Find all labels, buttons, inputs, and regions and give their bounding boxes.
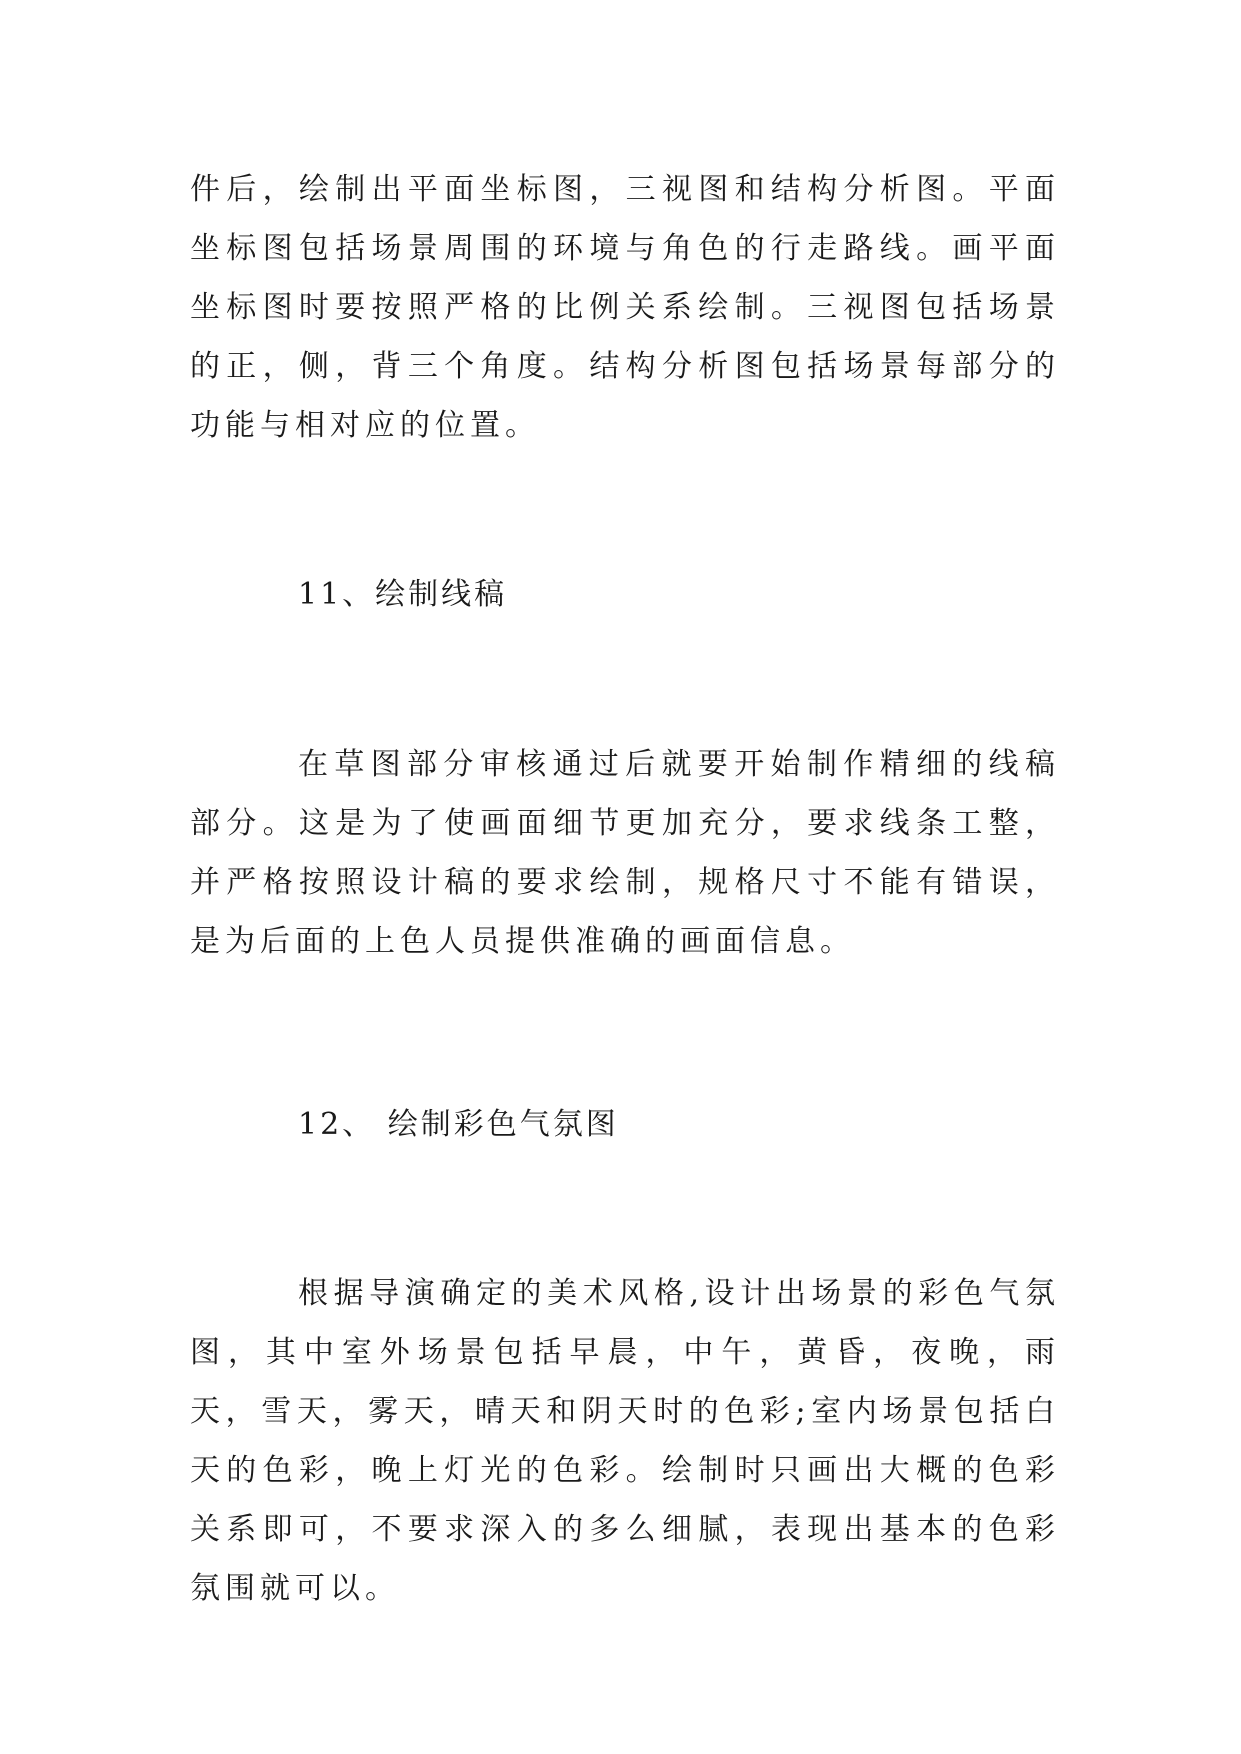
paragraph-line-art: 在草图部分审核通过后就要开始制作精细的线稿部分。这是为了使画面细节更加充分，要求线条工整，并严格按照设计稿的要求绘制，规格尺寸不能有错误，是为后面的上色人员提供准确的画面信息。 — [190, 747, 1060, 959]
paragraph-scene-drawings: 件后，绘制出平面坐标图，三视图和结构分析图。平面坐标图包括场景周围的环境与角色的行走路线。画平面坐标图时要按照严格的比例关系绘制。三视图包括场景的正，侧，背三个角度。结构分析图包括场景每部分的功能与相对应的位置。 — [190, 172, 1060, 443]
paragraph-color-mood: 根据导演确定的美术风格,设计出场景的彩色气氛图，其中室外场景包括早晨，中午，黄昏，夜晚，雨天，雪天，雾天，晴天和阴天时的色彩;室内场景包括白天的色彩，晚上灯光的色彩。绘制时只画出大概的色彩关系即可，不要求深入的多么细腻，表现出基本的色彩氛围就可以。 — [190, 1276, 1060, 1606]
section-heading-color-mood: 12、 绘制彩色气氛图 — [298, 1107, 619, 1142]
section-heading-line-art: 11、绘制线稿 — [298, 577, 508, 612]
